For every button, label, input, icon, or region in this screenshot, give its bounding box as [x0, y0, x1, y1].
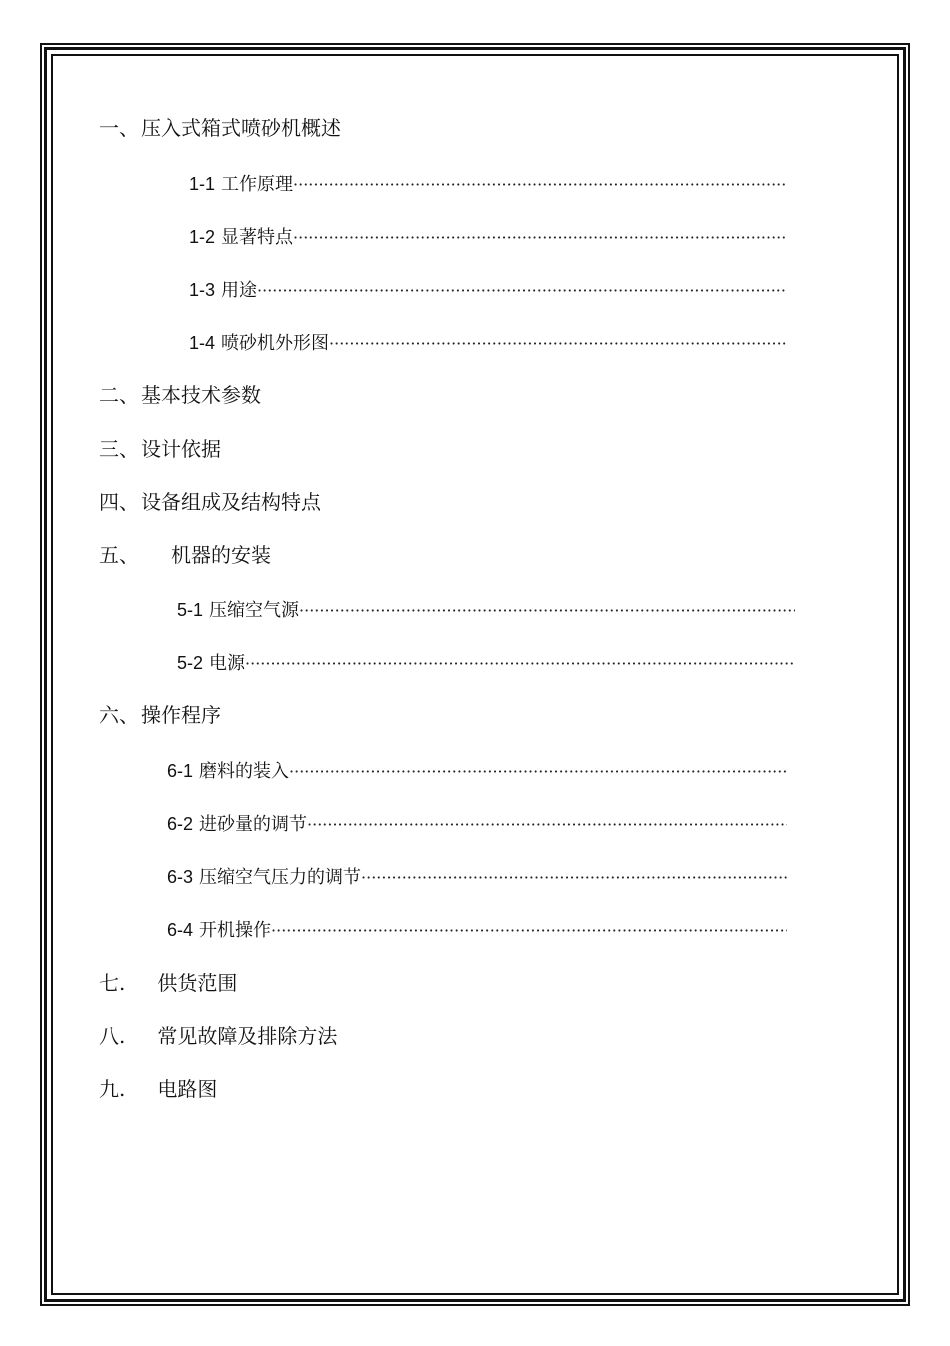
- item-code: 1-4: [189, 333, 216, 353]
- section-title: 基本技术参数: [141, 383, 261, 407]
- item-code: 1-3: [189, 280, 216, 300]
- item-code: 6-2: [167, 814, 194, 834]
- section-title: 压入式箱式喷砂机概述: [141, 116, 341, 140]
- toc-section-2: [99, 382, 261, 408]
- section-title: 供货范围: [157, 971, 238, 995]
- toc-item-6-2: [167, 812, 787, 837]
- dot-leader: [245, 652, 795, 676]
- toc-section-9: [99, 1076, 217, 1102]
- toc-item-1-2: [189, 225, 787, 250]
- item-label: 压缩空气压力的调节: [199, 867, 362, 888]
- item-label: 磨料的装入: [199, 761, 290, 782]
- item-label: 开机操作: [199, 920, 272, 941]
- section-number: 九.: [99, 1077, 126, 1101]
- toc-item-1-4: [189, 331, 787, 356]
- section-number: 三、: [99, 437, 139, 461]
- item-label: 喷砂机外形图: [221, 333, 330, 354]
- dot-leader: [271, 919, 787, 943]
- dot-leader: [289, 760, 787, 784]
- section-number: 四、: [99, 490, 139, 514]
- section-number: 二、: [99, 383, 139, 407]
- item-code: 6-4: [167, 920, 194, 940]
- section-number: 五、: [99, 543, 139, 567]
- item-code: 5-1: [177, 600, 204, 620]
- toc-section-7: [99, 970, 237, 996]
- item-code: 5-2: [177, 653, 204, 673]
- toc-section-6: [99, 702, 221, 728]
- section-number: 八.: [99, 1024, 126, 1048]
- section-title: 常见故障及排除方法: [157, 1024, 338, 1048]
- dot-leader: [257, 279, 787, 303]
- toc-section-8: [99, 1023, 337, 1049]
- section-title: 机器的安装: [171, 543, 271, 567]
- toc-item-6-1: [167, 759, 787, 784]
- item-label: 进砂量的调节: [199, 814, 308, 835]
- toc-item-5-2: [177, 651, 795, 676]
- item-label: 显著特点: [221, 227, 294, 248]
- section-number: 一、: [99, 116, 139, 140]
- item-code: 6-3: [167, 867, 194, 887]
- item-label: 电源: [209, 653, 246, 674]
- toc-item-5-1: [177, 598, 795, 623]
- item-label: 工作原理: [221, 174, 294, 195]
- toc-item-6-3: [167, 865, 787, 890]
- section-title: 操作程序: [141, 703, 221, 727]
- toc-section-5: [99, 542, 271, 568]
- section-title: 设计依据: [141, 437, 221, 461]
- dot-leader: [299, 599, 795, 623]
- item-code: 6-1: [167, 761, 194, 781]
- toc-section-4: [99, 489, 321, 515]
- item-code: 1-1: [189, 174, 216, 194]
- section-number: 六、: [99, 703, 139, 727]
- item-code: 1-2: [189, 227, 216, 247]
- item-label: 压缩空气源: [209, 600, 300, 621]
- toc-section-3: [99, 436, 221, 462]
- section-number: 七.: [99, 971, 126, 995]
- item-label: 用途: [221, 280, 258, 301]
- toc-item-1-1: [189, 172, 787, 197]
- toc-item-6-4: [167, 918, 787, 943]
- dot-leader: [307, 813, 787, 837]
- toc-section-1: [99, 115, 341, 141]
- dot-leader: [361, 866, 787, 890]
- section-title: 设备组成及结构特点: [141, 490, 321, 514]
- dot-leader: [293, 173, 787, 197]
- section-title: 电路图: [157, 1077, 218, 1101]
- dot-leader: [329, 332, 787, 356]
- dot-leader: [293, 226, 787, 250]
- toc-item-1-3: [189, 278, 787, 303]
